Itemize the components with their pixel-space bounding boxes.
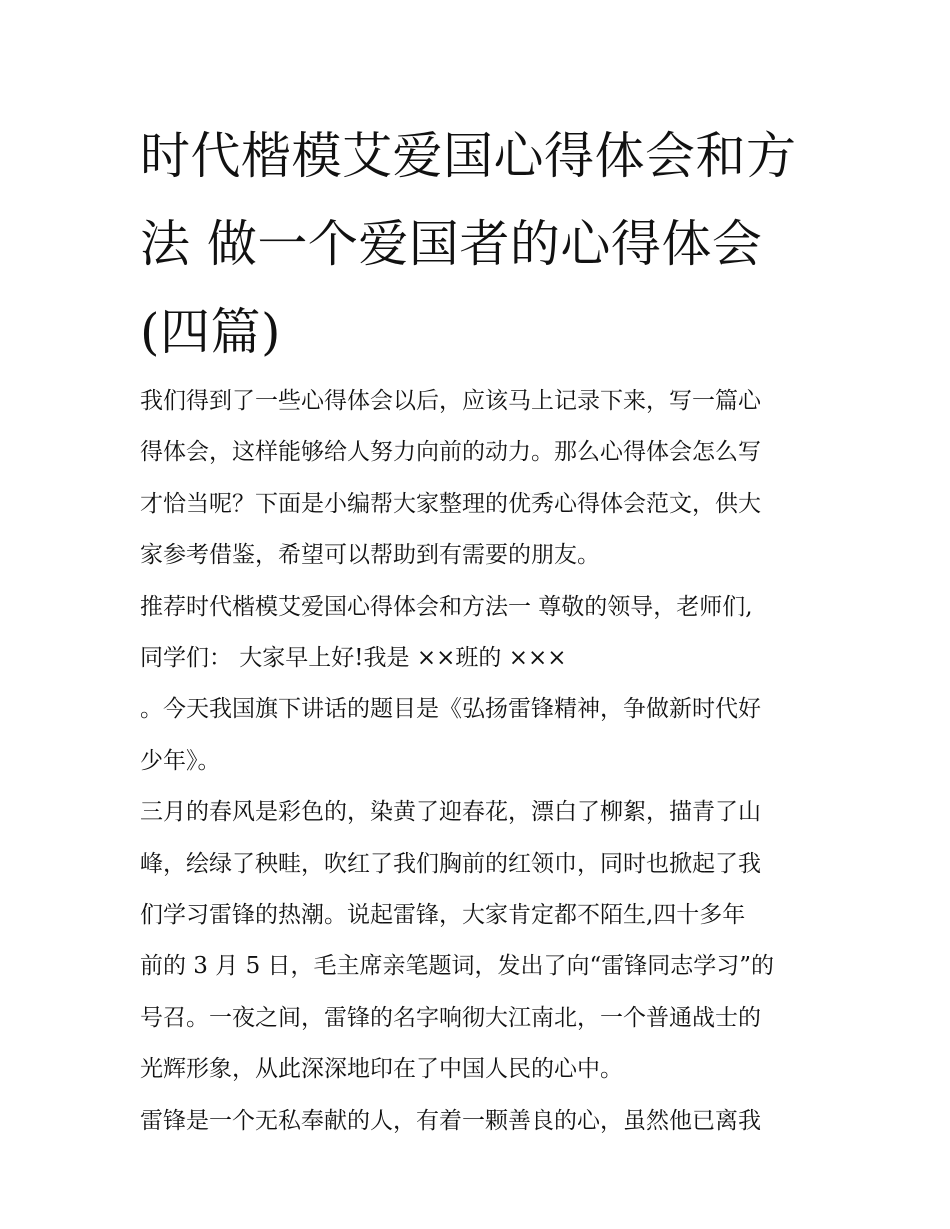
document-body bbox=[140, 376, 812, 1147]
document-title bbox=[140, 112, 812, 376]
document-content bbox=[140, 112, 812, 1147]
body-line: 峰，绘绿了秧畦，吹红了我们胸前的红领巾，同时也掀起了我 bbox=[140, 850, 761, 877]
body-line: 前的 3 月 5 日，毛主席亲笔题词，发出了向“雷锋同志学习”的 bbox=[140, 953, 775, 980]
body-line: 光辉形象，从此深深地印在了中国人民的心中。 bbox=[140, 1056, 623, 1083]
body-line: 三月的春风是彩色的，染黄了迎春花，漂白了柳絮，描青了山 bbox=[140, 799, 761, 826]
body-line: 。今天我国旗下讲话的题目是《弘扬雷锋精神，争做新时代好 bbox=[140, 696, 761, 723]
body-line: 才恰当呢？下面是小编帮大家整理的优秀心得体会范文，供大 bbox=[140, 490, 761, 517]
body-line: 号召。一夜之间，雷锋的名字响彻大江南北，一个普通战士的 bbox=[140, 1004, 761, 1031]
body-line: 们学习雷锋的热潮。说起雷锋，大家肯定都不陌生,四十多年 bbox=[140, 902, 746, 929]
body-line: 得体会，这样能够给人努力向前的动力。那么心得体会怎么写 bbox=[140, 439, 761, 466]
title-line: (四篇) bbox=[140, 303, 282, 361]
body-line: 我们得到了一些心得体会以后，应该马上记录下来，写一篇心 bbox=[140, 388, 761, 414]
title-line: 法 做一个爱国者的心得体会 bbox=[140, 215, 763, 273]
title-line: 时代楷模艾爱国心得体会和方 bbox=[140, 127, 797, 185]
body-line: 推荐时代楷模艾爱国心得体会和方法一 尊敬的领导，老师们, bbox=[140, 593, 753, 620]
body-line: 家参考借鉴，希望可以帮助到有需要的朋友。 bbox=[140, 542, 600, 569]
body-line: 少年》。 bbox=[140, 747, 221, 774]
body-line: 雷锋是一个无私奉献的人，有着一颗善良的心，虽然他已离我 bbox=[140, 1107, 761, 1134]
body-line: 同学们： 大家早上好!我是 ××班的 ××× bbox=[140, 645, 567, 672]
